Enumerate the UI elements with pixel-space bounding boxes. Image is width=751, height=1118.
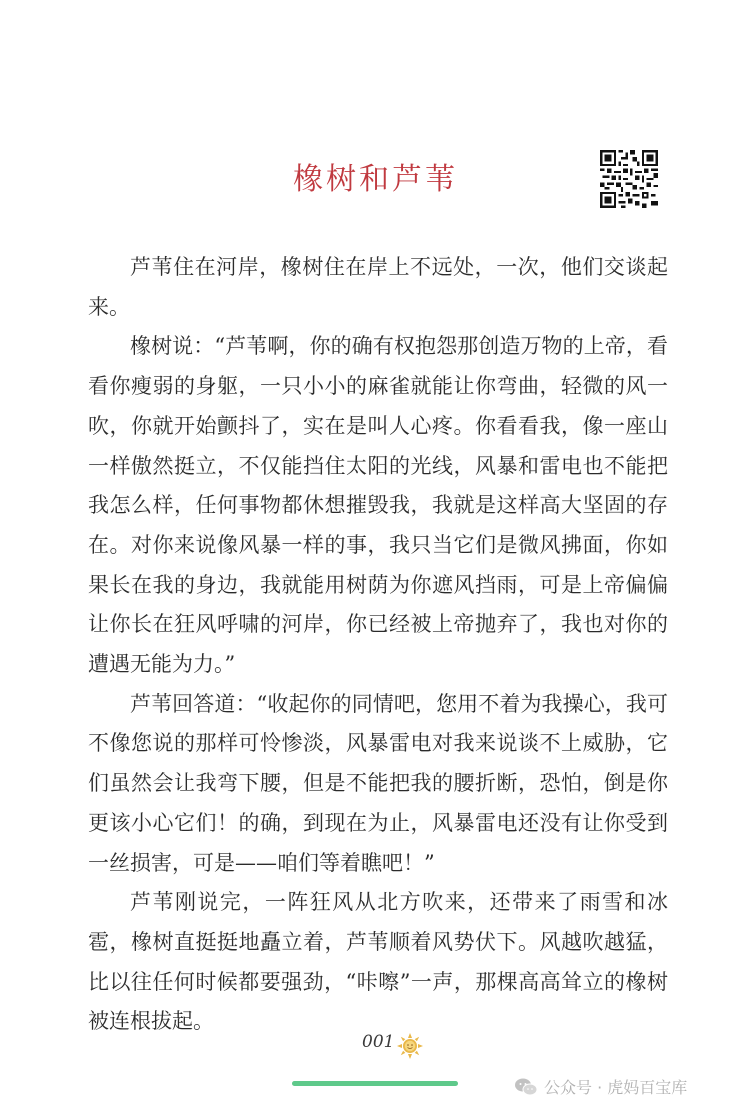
page-number: 001 (362, 1032, 395, 1052)
sun-icon (397, 1033, 423, 1059)
watermark-text: 公众号 · 虎妈百宝库 (544, 1078, 688, 1097)
wechat-icon (514, 1077, 538, 1097)
story-title: 橡树和芦苇 (293, 162, 458, 197)
reading-progress-bar (292, 1081, 458, 1086)
reading-progress-fill (292, 1081, 458, 1086)
paragraph-2: 橡树说：“芦苇啊，你的确有权抱怨那创造万物的上帝，看看你瘦弱的身躯，一只小小的麻雀就能让你弯曲，轻微的风一吹，你就开始颤抖了，实在是叫人心疼。你看看我，像一座山一样傲然挺立，不仅能挡住太阳的光线，风暴和雷电也不能把我怎么样，任何事物都休想摧毁我，我就是这样高大坚固的存在。对你来说像风暴一样的事，我只当它们是微风拂面，你如果长在我的身边，我就能用树荫为你遮风挡雨，可是上帝偏偏让你长在狂风呼啸的河岸，你已经被上帝抛弃了，我也对你的遭遇无能为力。” (88, 334, 668, 677)
paragraph-3: 芦苇回答道：“收起你的同情吧，您用不着为我操心，我可不像您说的那样可怜惨淡，风暴雷电对我来说谈不上威胁，它们虽然会让我弯下腰，但是不能把我的腰折断，恐怕，倒是你更该小心它们！的确，到现在为止，风暴雷电还没有让你受到一丝损害，可是——咱们等着瞧吧！” (88, 691, 668, 875)
paragraph-4: 芦苇刚说完，一阵狂风从北方吹来，还带来了雨雪和冰雹，橡树直挺挺地矗立着，芦苇顺着风势伏下。风越吹越猛，比以往任何时候都要强劲，“咔嚓”一声，那棵高高耸立的橡树被连根拔起。 (88, 890, 668, 1034)
qr-code-icon[interactable] (600, 150, 658, 208)
story-body (88, 248, 668, 1042)
paragraph-1: 芦苇住在河岸，橡树住在岸上不远处，一次，他们交谈起来。 (88, 255, 668, 319)
watermark (514, 1075, 687, 1098)
